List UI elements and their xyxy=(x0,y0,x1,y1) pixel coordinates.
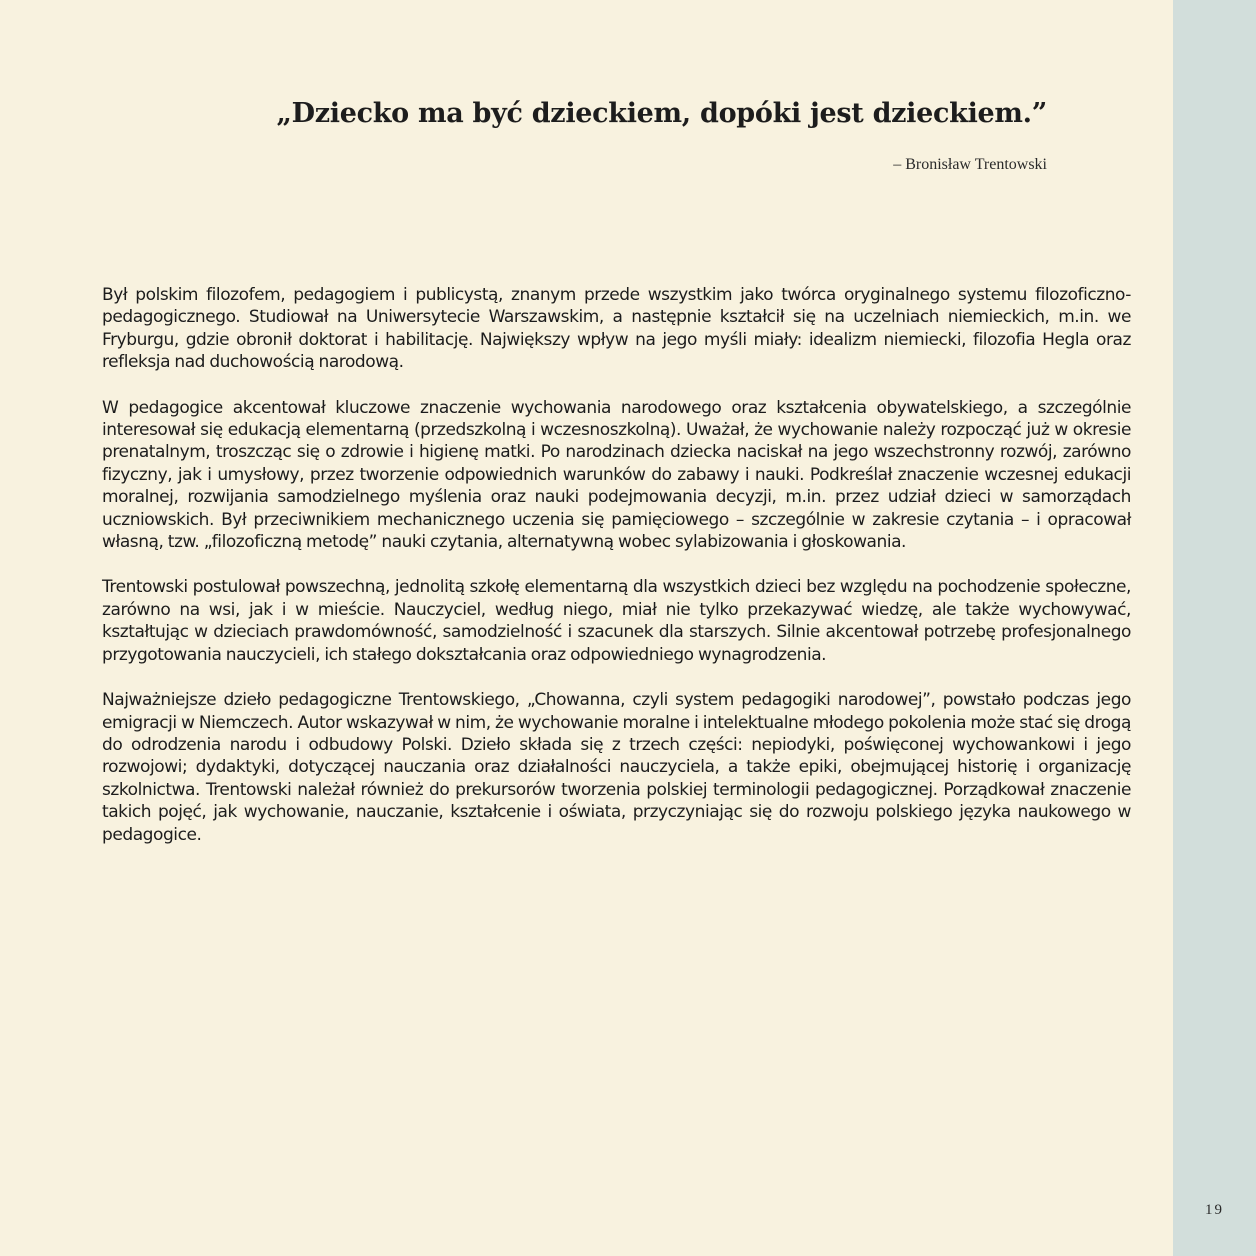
epigraph-attribution: – Bronisław Trentowski xyxy=(893,156,1047,173)
paragraph-1: Był polskim filozofem, pedagogiem i publicystą, znanym przede wszystkim jako twórca oryginalnego systemu filozoficzno-pedagogicznego. Studiował na Uniwersytecie Warszawskim, a następnie kształcił się na uczelniach niemieckich, m.in. we Fryburgu, gdzie obronił doktorat i habilitację. Największy wpływ na jego myśli miały: idealizm niemiecki, filozofia Hegla oraz refleksja nad duchowością narodową. xyxy=(102,285,1131,373)
paragraph-4: Najważniejsze dzieło pedagogiczne Trentowskiego, „Chowanna, czyli system pedagogiki narodowej”, powstało podczas jego emigracji w Niemczech. Autor wskazywał w nim, że wychowanie moralne i intelektualne młodego pokolenia może stać się drogą do odrodzenia narodu i odbudowy Polski. Dzieło składa się z trzech części: nepiodyki, poświęconej wychowankowi i jego rozwojowi; dydaktyki, dotyczącej nauczania oraz działalności nauczyciela, a także epiki, obejmującej historię i organizację szkolnictwa. Trentowski należał również do prekursorów tworzenia polskiej terminologii pedagogicznej. Porządkował znaczenie takich pojęć, jak wychowanie, nauczanie, kształcenie i oświata, przyczyniając się do rozwoju polskiego języka naukowego w pedagogice. xyxy=(102,690,1131,845)
epigraph-quote: „Dziecko ma być dzieckiem, dopóki jest dzieckiem.” xyxy=(276,98,1047,129)
side-margin-strip xyxy=(1173,0,1256,1256)
paragraph-3: Trentowski postulował powszechną, jednolitą szkołę elementarną dla wszystkich dzieci bez względu na pochodzenie społeczne, zarówno na wsi, jak i w mieście. Nauczyciel, według niego, miał nie tylko przekazywać wiedzę, ale także wychowywać, kształtując w dzieciach prawdomówność, samodzielność i szacunek dla starszych. Silnie akcentował potrzebę profesjonalnego przygotowania nauczycieli, ich stałego dokształcania oraz odpowiedniego wynagrodzenia. xyxy=(102,577,1131,665)
page-number: 19 xyxy=(1205,1202,1224,1218)
body-text xyxy=(102,284,1131,869)
paragraph-2: W pedagogice akcentował kluczowe znaczenie wychowania narodowego oraz kształcenia obywatelskiego, a szczególnie interesował się edukacją elementarną (przedszkolną i wczesnoszkolną). Uważał, że wychowanie należy rozpocząć już w okresie prenatalnym, troszcząc się o zdrowie i higienę matki. Po narodzinach dziecka naciskał na jego wszechstronny rozwój, zarówno fizyczny, jak i umysłowy, przez tworzenie odpowiednich warunków do zabawy i nauki. Podkreślał znaczenie wczesnej edukacji moralnej, rozwijania samodzielnego myślenia oraz nauki podejmowania decyzji, m.in. przez udział dzieci w samorządach uczniowskich. Był przeciwnikiem mechanicznego uczenia się pamięciowego – szczególnie w zakresie czytania – i opracował własną, tzw. „filozoficzną metodę” nauki czytania, alternatywną wobec sylabizowania i głoskowania. xyxy=(102,397,1131,553)
